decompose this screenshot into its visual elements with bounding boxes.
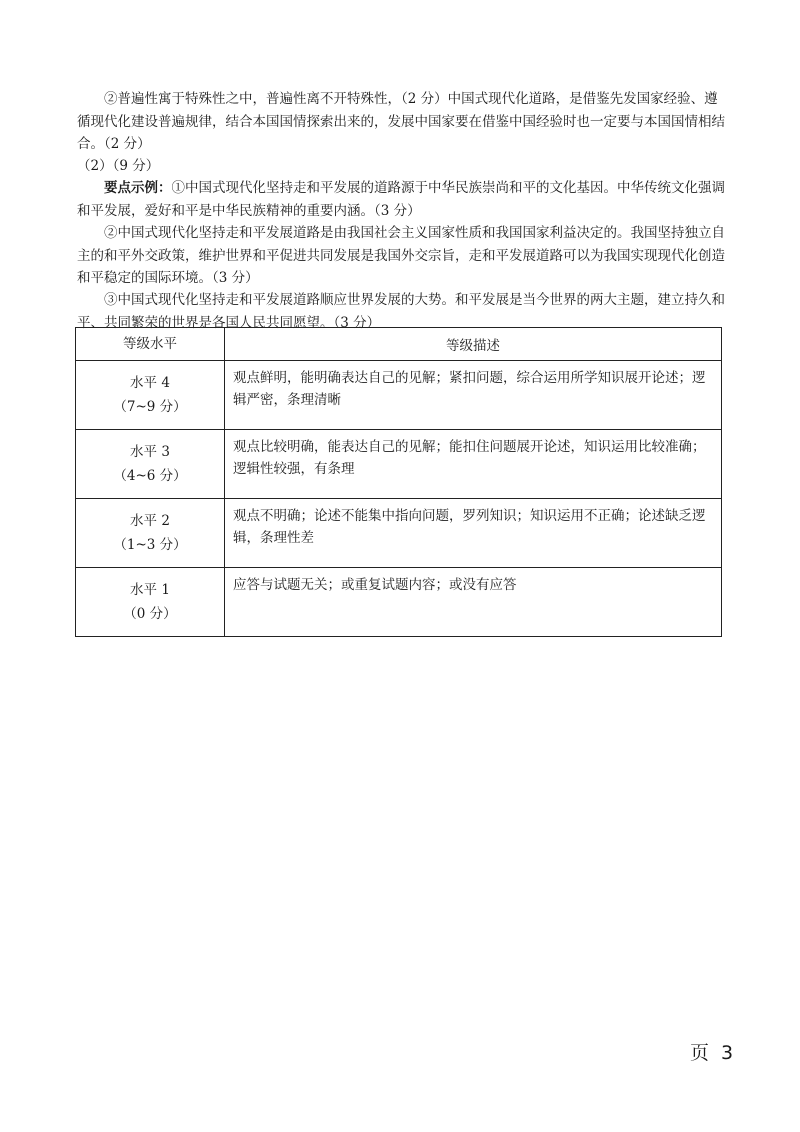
level-cell [76, 430, 225, 499]
level-score: （1~3 分） [113, 537, 187, 553]
table-header-row [76, 328, 722, 361]
table-row [76, 430, 722, 499]
table-row [76, 499, 722, 568]
level-description: 应答与试题无关；或重复试题内容；或没有应答 [225, 568, 722, 637]
table-row [76, 568, 722, 637]
level-cell [76, 568, 225, 637]
level-name: 水平 2 [130, 513, 170, 529]
point-1-text: ①中国式现代化坚持走和平发展的道路源于中华民族崇尚和平的文化基因。中华传统文化强调和平发展，爱好和平是中华民族精神的重要内涵。（3 分） [77, 180, 725, 219]
level-description: 观点比较明确，能表达自己的见解；能扣住问题展开论述，知识运用比较准确；逻辑性较强，有条理 [225, 430, 722, 499]
level-description: 观点鲜明，能明确表达自己的见解；紧扣问题，综合运用所学知识展开论述；逻辑严密，条理清晰 [225, 361, 722, 430]
level-cell [76, 361, 225, 430]
grading-table [75, 327, 722, 637]
level-name: 水平 4 [130, 375, 170, 391]
paragraph-1: ②普遍性寓于特殊性之中，普遍性离不开特殊性，（2 分）中国式现代化道路，是借鉴先发国家经验、遵循现代化建设普遍规律，结合本国国情探索出来的，发展中国家要在借鉴中国经验时也一定要与本国国情相结合。（2 分） [77, 91, 725, 152]
header-description: 等级描述 [225, 328, 722, 361]
header-level: 等级水平 [76, 328, 225, 361]
table-row [76, 361, 722, 430]
level-score: （4~6 分） [113, 468, 187, 484]
level-score: （7~9 分） [113, 399, 187, 415]
page-number: 页 3 [690, 1042, 737, 1064]
level-name: 水平 3 [130, 444, 170, 460]
level-name: 水平 1 [130, 582, 170, 598]
points-label: 要点示例： [104, 180, 172, 196]
level-description: 观点不明确；论述不能集中指向问题，罗列知识；知识运用不正确；论述缺乏逻辑，条理性差 [225, 499, 722, 568]
level-score: （0 分） [123, 606, 177, 622]
paragraph-point-1 [77, 177, 727, 222]
question-number-2: （2）（9 分） [77, 158, 160, 174]
paragraph-point-3: ③中国式现代化坚持走和平发展道路顺应世界发展的大势。和平发展是当今世界的两大主题，建立持久和平、共同繁荣的世界是各国人民共同愿望。（3 分） [77, 292, 725, 331]
paragraph-point-2: ②中国式现代化坚持走和平发展道路是由我国社会主义国家性质和我国国家利益决定的。我国坚持独立自主的和平外交政策，维护世界和平促进共同发展是我国外交宗旨，走和平发展道路可以为我国实现现代化创造和平稳定的国际环境。（3 分） [77, 225, 725, 286]
level-cell [76, 499, 225, 568]
